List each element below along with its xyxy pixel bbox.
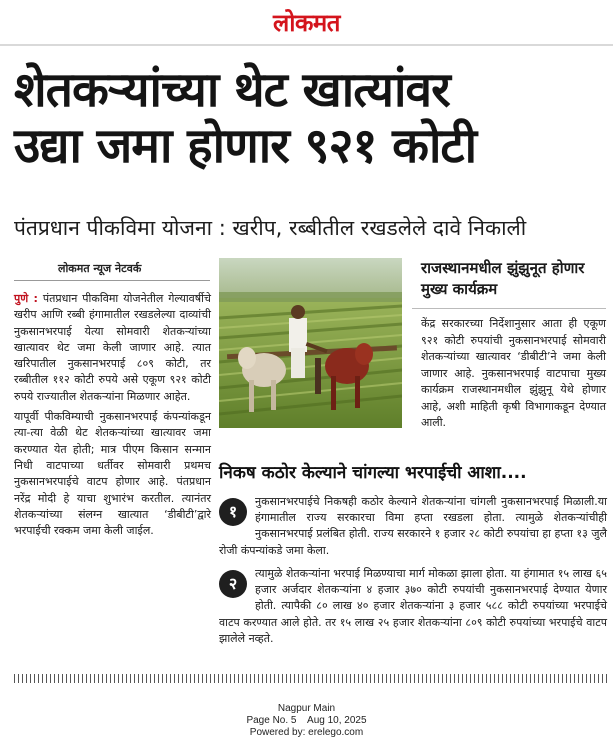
sidebar-divider — [412, 308, 606, 309]
dateline: पुणे : — [14, 292, 38, 305]
newspaper-logo: लोकमत — [273, 9, 340, 37]
page-and-date: Page No. 5 Aug 10, 2025 — [246, 715, 367, 726]
decorative-hatch-divider — [14, 674, 608, 683]
sidebar-title: राजस्थानमधील झुंझुनूत होणार मुख्य कार्यक्रम — [421, 259, 585, 298]
headline-line-1: शेतकऱ्यांच्या थेट खात्यांवर — [14, 62, 450, 118]
point-2-text: त्यामुळे शेतकऱ्यांना भरपाई मिळण्याचा मार्ग मोकळा झाला होता. या हंगामात १५ लाख ६५ हजार अर्जदार शेतकऱ्यांना ४ हजार ३७० कोटी रुपयांची नुकसानभरपाई देण्यात येणार होती. त्यापैकी ८० लाख ४० हजार शेतकऱ्यांना ३ हजार ५८८ कोटी रुपयांच्या भरपाईचे वाटप करण्यात आले होते. तर १५ लाख २५ हजार शेतकऱ्यांना ८०९ कोटी रुपयांच्या भरपाईचे वाटप झालेले नव्हते. — [219, 567, 607, 645]
subheadline: पंतप्रधान पीकविमा योजना : खरीप, रब्बीतील रखडलेले दावे निकाली — [14, 216, 527, 240]
photo-illustration — [219, 258, 402, 428]
edition-name: Nagpur Main — [277, 703, 336, 714]
page-footer — [0, 703, 613, 739]
masthead — [0, 0, 613, 46]
point-2 — [219, 566, 607, 647]
byline-divider — [14, 280, 210, 281]
point-number-badge: २ — [219, 570, 247, 598]
section-heading: निकष कठोर केल्याने चांगल्या भरपाईची आशा.... — [219, 463, 527, 483]
article-body — [14, 291, 211, 543]
sidebar-body: केंद्र सरकारच्या निर्देशानुसार आता ही एकूण ९२१ कोटी रुपयांची नुकसानभरपाई सोमवारी शेतकऱ्यांच्या खात्यावर ‘डीबीटी’ने जमा केली जाणार आहे. नुकसानभरपाई वाटपाचा मुख्य कार्यक्रम राजस्थानमधील झुंझुनू येथे होणार आहे, अशी माहिती कृषी विभागाकडून देण्यात आली. — [421, 317, 606, 429]
point-1 — [219, 494, 607, 559]
point-number-badge: १ — [219, 498, 247, 526]
headline-line-2: उद्या जमा होणार ९२१ कोटी — [14, 118, 477, 174]
powered-by: Powered by: erelego.com — [249, 727, 364, 738]
article-paragraph-2: यापूर्वी पीकविम्याची नुकसानभरपाई कंपन्यांकडून त्या-त्या वेळी थेट शेतकऱ्यांच्या खात्यावर जमा करण्यात येत होती; मात्र पीएम किसान सन्मान निधी वाटपाच्या धर्तीवर सोमवारी प्रथमच नुकसानभरपाईचे वाटप होणार आहे. पंतप्रधान नरेंद्र मोदी हे याचा शुभारंभ करतील. त्यानंतर शेतकऱ्यांच्या संलग्न खात्यात ‘डीबीटी’द्वारे भरपाईची रक्कम जमा केली जाईल. — [14, 410, 211, 538]
paragraph-1-text: पंतप्रधान पीकविमा योजनेतील गेल्यावर्षीचे खरीप आणि रब्बी हंगामातील रखडलेल्या दाव्यांची नुकसानभरपाई येत्या सोमवारी शेतकऱ्यांच्या खात्यावर थेट जमा केली जाणार आहे. त्यात खरिपातील नुकसानभरपाई ८०९ कोटी, तर रब्बीतील ११२ कोटी रुपये असे एकूण ९२१ कोटी रुपये राज्यातील शेतकऱ्यांना मिळणार आहेत. — [14, 292, 211, 403]
article-paragraph-1 — [14, 291, 211, 405]
headline — [14, 62, 604, 174]
byline: लोकमत न्यूज नेटवर्क — [58, 262, 142, 275]
farmer-ploughing-photo — [219, 258, 402, 428]
point-1-text: नुकसानभरपाईचे निकषही कठोर केल्याने शेतकऱ्यांना चांगली नुकसानभरपाई मिळाली.या हंगामातील राज्य सरकारचा विमा हप्ता रखडला होता. त्यामुळे शेतकऱ्यांचीही नुकसानभरपाई प्रलंबित होती. राज्य सरकारने १ हजार २८ कोटी रुपयांचा हा हप्ता १३ जुलै रोजी कंपन्यांकडे जमा केला. — [219, 495, 607, 557]
